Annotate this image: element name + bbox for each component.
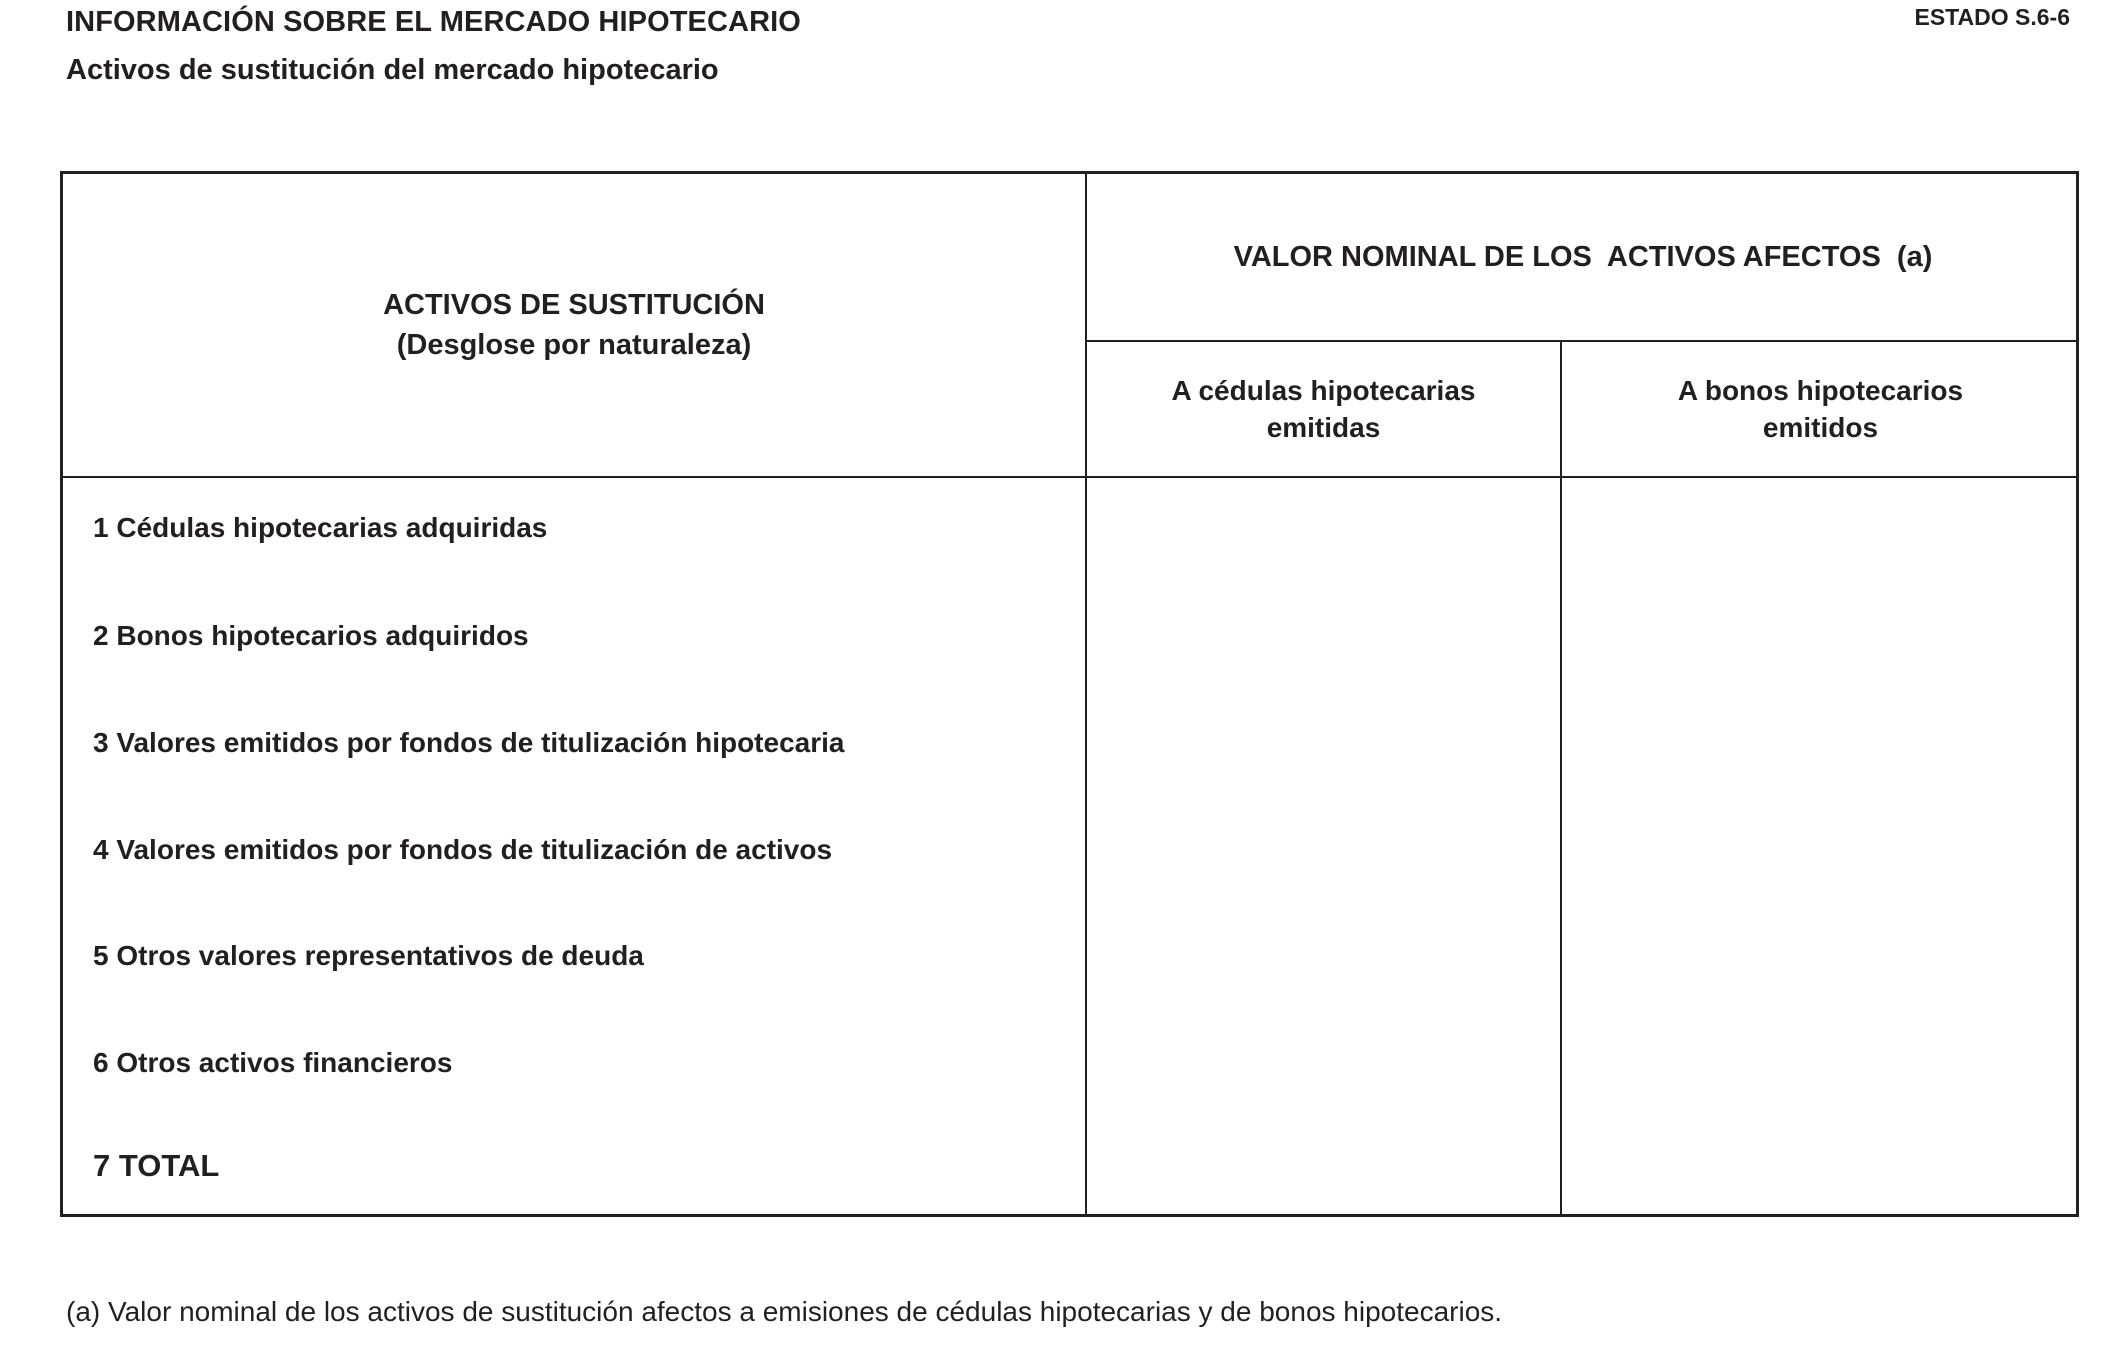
row-label-2: 2 Bonos hipotecarios adquiridos [93, 620, 529, 651]
concept-column-header [63, 174, 1085, 476]
concept-header-line1: ACTIVOS DE SUSTITUCIÓN [383, 289, 765, 321]
row-label-1: 1 Cédulas hipotecarias adquiridas [93, 512, 548, 543]
assets-table [60, 171, 2079, 1217]
header-body-divider [63, 476, 2079, 478]
row-label-5: 5 Otros valores representativos de deuda [93, 940, 644, 971]
document-subtitle: Activos de sustitución del mercado hipotecario [66, 54, 719, 86]
footnote: (a) Valor nominal de los activos de sustitución afectos a emisiones de cédulas hipotecarias y de bonos hipotecarios. [66, 1296, 1503, 1327]
column-header-cedulas-line1: A cédulas hipotecarias [1171, 375, 1476, 406]
form-code: ESTADO S.6-6 [1914, 4, 2070, 30]
nominal-value-group-header: VALOR NOMINAL DE LOS ACTIVOS AFECTOS (a) [1233, 240, 1933, 273]
column-header-cedulas [1087, 342, 1560, 476]
row-label-3: 3 Valores emitidos por fondos de titulización hipotecaria [93, 727, 845, 758]
column-header-bonos-line1: A bonos hipotecarios [1677, 375, 1964, 406]
row-label-6: 6 Otros activos financieros [93, 1047, 453, 1078]
document-title: INFORMACIÓN SOBRE EL MERCADO HIPOTECARIO [66, 6, 801, 38]
column-header-cedulas-line2: emitidas [1266, 412, 1381, 443]
column-header-bonos [1562, 342, 2079, 476]
row-label-4: 4 Valores emitidos por fondos de titulización de activos [93, 834, 833, 865]
column-header-bonos-line2: emitidos [1762, 412, 1879, 443]
row-label-total: 7 TOTAL [93, 1148, 220, 1183]
concept-header-line2: (Desglose por naturaleza) [396, 329, 752, 361]
